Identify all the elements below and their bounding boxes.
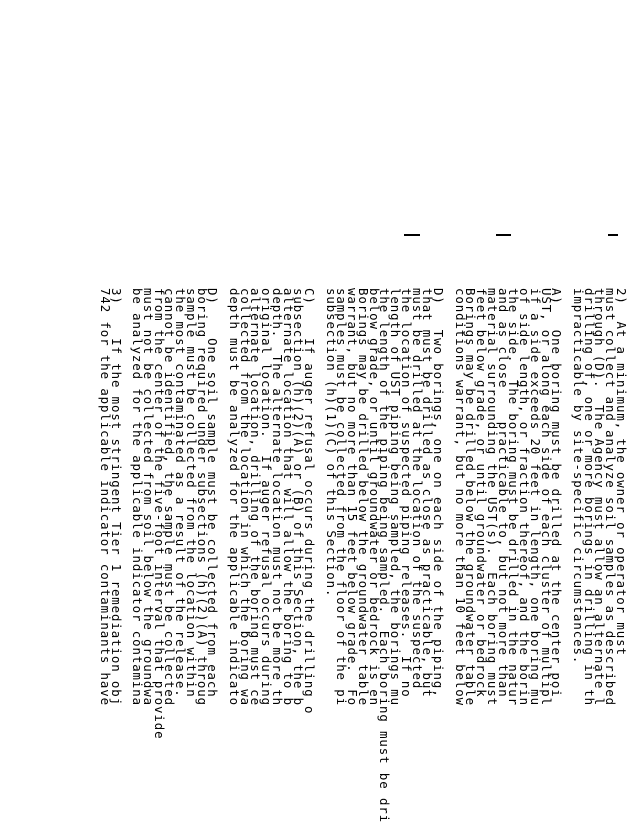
text-line: cannot be identified, the sample must be collected xyxy=(162,288,178,706)
text-line: original location. If auger refusal occurs during xyxy=(259,288,275,706)
paragraph-para-d2 xyxy=(130,288,221,808)
text-line: sample must be collected from the location within xyxy=(184,288,199,698)
text-line: the side. The boring must be drilled in the natur xyxy=(506,288,522,706)
text-line: be analyzed for the applicable indicator contamina xyxy=(130,288,146,706)
text-line: alternate location that will allow the boring to b xyxy=(280,288,296,706)
text-line: Borings may be drilled below the groundwater table xyxy=(463,288,479,706)
text-line: boring required under subsections (h)(2)(A) throug xyxy=(194,288,210,706)
text-line: drilling of, one or more borings in drilling in th xyxy=(581,288,597,706)
paragraph-para-3 xyxy=(98,288,124,808)
text-line: the length of the piping being sampled. Each boring must be dri xyxy=(377,288,393,823)
text-line: below grade, or until groundwater or bedrock is en xyxy=(366,288,382,706)
text-line: D) Two borings, one on each side of the piping, xyxy=(431,288,447,698)
paragraph-para-c xyxy=(227,288,318,808)
paragraph-para-d xyxy=(323,288,447,823)
text-line: UST, or along each side of each cluster of multipl xyxy=(538,288,554,706)
paragraph-para-a xyxy=(452,288,565,808)
text-line: samples must be collected from the floor of the pi xyxy=(334,288,350,706)
text-line: warrant, but no more than 15 feet below grade. Fo xyxy=(345,288,361,706)
text-line: through (D). The Agency must allow an alternate l xyxy=(592,288,608,706)
text-line: depth must be analyzed for the applicable indicato xyxy=(227,288,242,706)
text-line: C) If auger refusal occurs during the drilling o xyxy=(302,288,318,715)
rotated-text-block xyxy=(98,288,629,823)
text-line: Borings may be drilled below the groundwater table xyxy=(356,288,371,706)
text-line: 742 for the applicable indicator contaminants have xyxy=(98,288,113,706)
text-line: depth. The alternate location must not be more th xyxy=(270,288,285,706)
text-line: must not be collected from soil below the groundwa xyxy=(141,288,156,706)
text-line: 2) At a minimum, the owner or operator must xyxy=(614,288,629,656)
separator-mark xyxy=(496,234,511,236)
text-line: collected from the location in which the boring wa xyxy=(237,288,253,706)
text-line: if a side exceeds 20 feet in length, one boring mu xyxy=(528,288,543,706)
text-line: subsection (h)(2)(A) or (B) of this Section, the b xyxy=(291,288,307,706)
text-line: the location of suspected piping releases. If no xyxy=(399,288,414,698)
separator-mark xyxy=(404,234,420,236)
text-line: the most contaminated as a result of the release. xyxy=(173,288,189,698)
text-line: must be drilled at the location of the suspected xyxy=(409,288,425,690)
paragraph-intro xyxy=(571,288,629,808)
text-line: subsection (h)(1)(C) of this Section. xyxy=(323,288,339,598)
text-line: feet below grade, or until groundwater or bedrock xyxy=(474,288,490,698)
text-line: 3) If the most stringent Tier 1 remediation obj xyxy=(108,288,124,706)
separator-mark xyxy=(608,234,618,236)
text-line: that must be drilled as close as practicable, but xyxy=(420,288,436,698)
text-line: from the center of the five-foot interval that provide xyxy=(151,288,167,740)
text-line: material surrounding the UST(s). Each boring must xyxy=(485,288,500,706)
text-line: impracticable by site-specific circumstances. xyxy=(571,288,586,665)
text-line: and as close practicable to, but not more than xyxy=(495,288,511,698)
text-line: alternate location, drilling of the boring must ce xyxy=(248,288,264,706)
text-line: of side length, or fraction thereof, and the borin xyxy=(517,288,533,706)
text-line: conditions warrant, but no more than 10 feet below xyxy=(452,288,468,706)
text-line: A) One boring must be drilled at the center poi xyxy=(549,288,565,698)
text-line: D) One soil sample must be collected from each xyxy=(205,288,221,698)
text-line: must collect and analyze soil samples as described xyxy=(603,288,619,706)
text-line: length of UST piping being sampled, the borings mu xyxy=(388,288,404,706)
